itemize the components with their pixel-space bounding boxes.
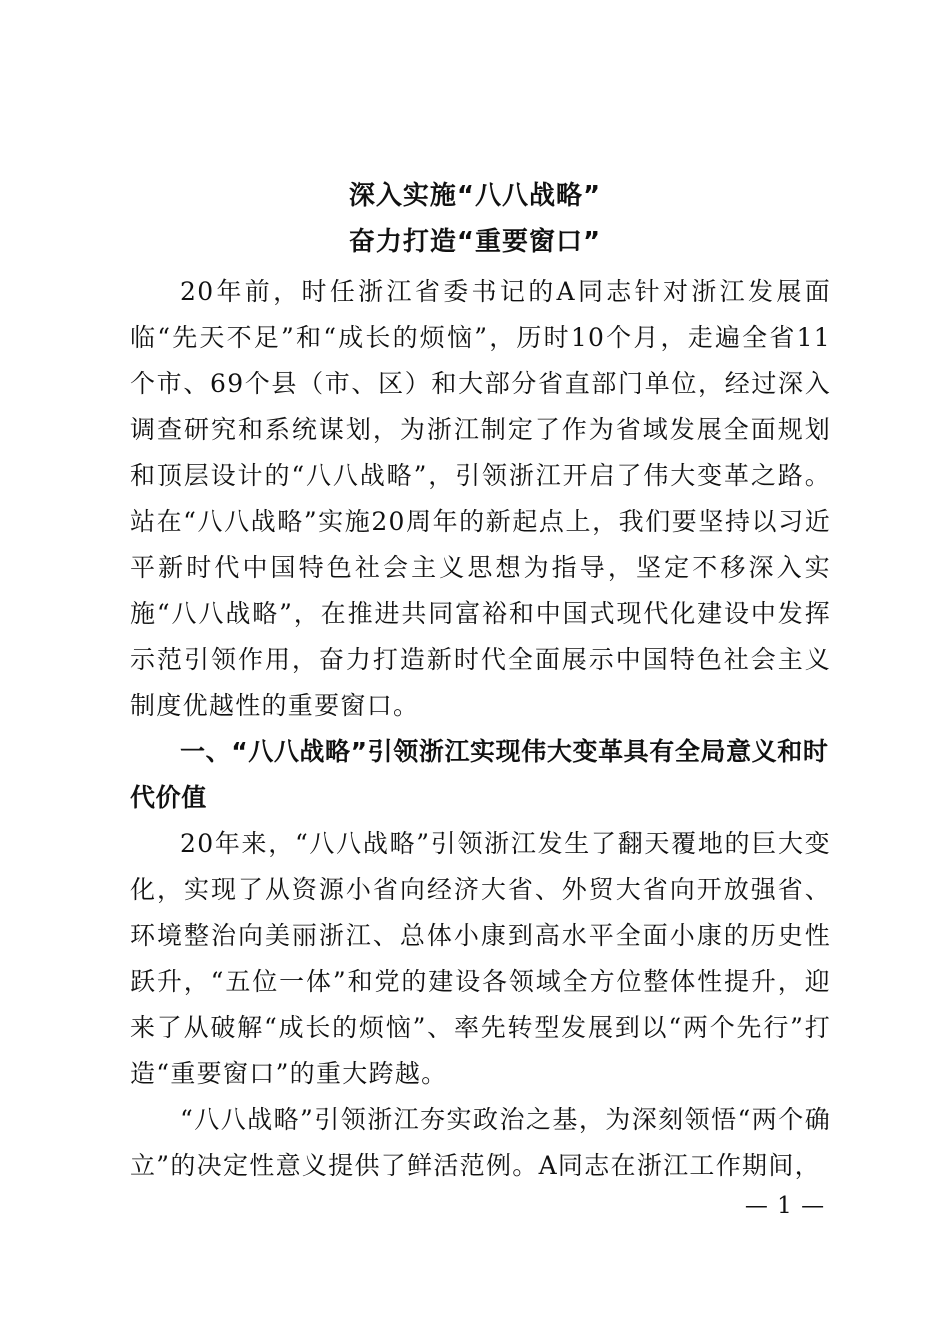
section-heading-1: 一、“八八战略”引领浙江实现伟大变革具有全局意义和时代价值 [130, 737, 829, 812]
page-number: — 1 — [744, 1193, 826, 1219]
section-1-paragraph-2: “八八战略”引领浙江夯实政治之基，为深刻领悟“两个确立”的决定性意义提供了鲜活范例。A同志在浙江工作期间， [130, 1105, 831, 1180]
document-title-line-1: 深入实施“八八战略” [348, 181, 602, 211]
document-body [130, 269, 831, 1189]
document-title-line-2: 奋力打造“重要窗口” [348, 227, 602, 257]
section-1-paragraph-1: 20年来，“八八战略”引领浙江发生了翻天覆地的巨大变化，实现了从资源小省向经济大省、外贸大省向开放强省、环境整治向美丽浙江、总体小康到高水平全面小康的历史性跃升，“五位一体”和党的建设各领域全方位整体性提升，迎来了从破解“成长的烦恼”、率先转型发展到以“两个先行”打造“重要窗口”的重大跨越。 [130, 829, 831, 1088]
intro-paragraph: 20年前，时任浙江省委书记的A同志针对浙江发展面临“先天不足”和“成长的烦恼”，历时10个月，走遍全省11个市、69个县（市、区）和大部分省直部门单位，经过深入调查研究和系统谋划，为浙江制定了作为省域发展全面规划和顶层设计的“八八战略”，引领浙江开启了伟大变革之路。站在“八八战略”实施20周年的新起点上，我们要坚持以习近平新时代中国特色社会主义思想为指导，坚定不移深入实施“八八战略”，在推进共同富裕和中国式现代化建设中发挥示范引领作用，奋力打造新时代全面展示中国特色社会主义制度优越性的重要窗口。 [130, 277, 831, 720]
